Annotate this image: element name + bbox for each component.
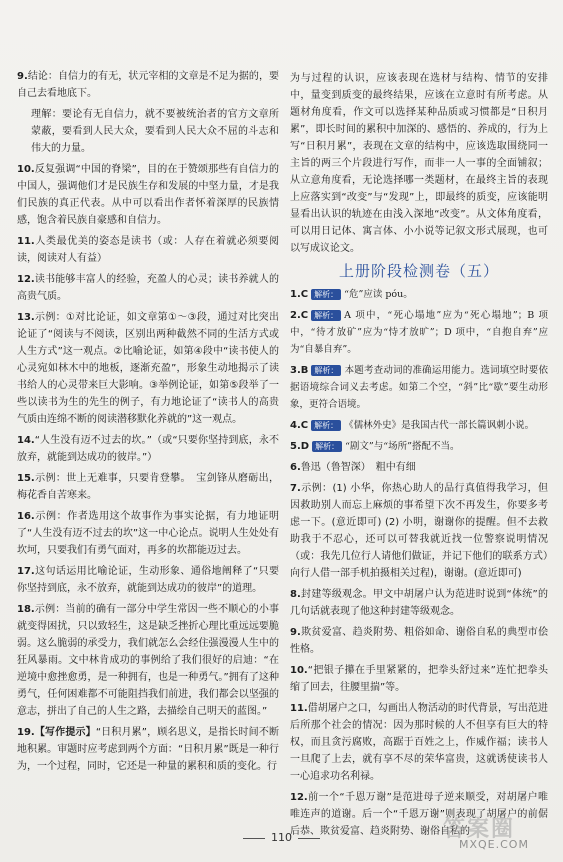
analysis-label: 解析： xyxy=(312,441,342,452)
answer-19-continued: 为与过程的认识，应该表现在选材与结构、情节的安排中，量变到质变的最终结果，应该在立意时有所考虑。从题材角度看，作文可以选择某种品质或习惯都是“日积月累”，即长时间的累积中加深的、感悟的、养成的，行为上写“日积月累”，表现在文章的结构中，应该选取围绕同一主旨的两三个片段进行写作，而非一人一事的全面铺叙；从立意角度看，无论选择哪一类题材，在最终主旨的表现上应落实到“改变”与“发现”上，即最终的质变，应该能明显看出认识的轨迹在由浅入深地“改变”。从文体角度看，可以用日记体、寓言体、小小说等记叙文形式展现，也可以写成议论文。 xyxy=(290,73,548,254)
answer-16: 16.示例：作者选用这个故事作为事实论据，有力地证明了“人生没有迈不过去的坎”这一中心论点。说明人生处处有坎坷，只要我们有勇气面对，再多的坎都能迈过去。 xyxy=(17,511,279,556)
analysis-label: 解析： xyxy=(311,365,341,376)
answer-18: 18.示例：当前的确有一部分中学生常因一些不顺心的小事就变得困扰，只以致轻生，这是缺乏挫折心理比重远远要脆弱。这么脆弱的承受力，我们就怎么会经住强漫漫人生中的狂风暴雨。文中林肯成功的事例给了我们很好的启迪：“在逆境中愈挫愈勇，是一种拥有，也是一种勇气。”拥有了这种勇气，任何困难都不可能阻挡我们前进，我们都会以坚强的意志，拼出了自己的人生之路，去描绘自己明天的蓝图。” xyxy=(17,604,279,717)
answer-19: 19.【写作提示】“日积月累”，顾名思义，是指长时间不断地积累。审题时应考虑到两个方面：“日积月累”既是一种行为，一个过程，同时，它还是一种量的累积和质的变化。行 xyxy=(17,727,279,772)
test-answer-3: 3.B 解析： 本题考查动词的准确运用能力。选词填空时要依据语境综合词义去考虑。如第二个空，“斜”比“歇”要生动形象，更符合语境。 xyxy=(290,365,548,410)
analysis-label: 解析： xyxy=(311,310,341,321)
test-answer-4: 4.C 解析： 《儒林外史》是我国古代一部长篇讽刺小说。 xyxy=(290,420,535,431)
section-title: 上册阶段检测卷（五） xyxy=(338,262,499,280)
test-answer-5: 5.D 解析： “剧文”与“场所”搭配不当。 xyxy=(290,441,460,452)
left-column xyxy=(17,68,279,779)
analysis-label: 解析： xyxy=(311,420,341,431)
writing-tip-tag: 【写作提示】 xyxy=(34,727,96,738)
test-answer-1: 1.C 解析： “危”应读 póu。 xyxy=(290,289,413,300)
test-answer-7: 7.示例：(1) 小华，你热心助人的品行真值得我学习，但因救助别人而忘上麻烦的事希望下次不再发生，你要多考虑一下。(意近即可) (2) 小明，谢谢你的提醒。但不去救助我于不忍心，还可以可替我就近找一位警察说明情况（或：我先几位行人请他们做证，并记下他们的联系方式）向行人借一部手机拍摄相关过程)，谢谢。(意近即可) xyxy=(290,483,548,579)
answer-13: 13.示例：①对比论证，如文章第①～③段，通过对比突出论证了“阅读与不阅读，区别出两种截然不同的生活方式或人生方式”这一观点。②比喻论证，如第④段中“读书使人的心灵宛如林木中的地板，逐渐充盈”，形象生动地揭示了读书给人的心灵带来巨大影响。③举例论证，如第⑤段举了一些以读书为生的先生的例子，有力地论证了“读书人的高贵气质由连绵不断的阅读潜移默化养就的”这一观点。 xyxy=(17,312,279,425)
page-number: 110 xyxy=(0,831,563,844)
test-answer-8: 8.封建等级观念。甲文中胡屠户认为范进时说到“体统”的几句话就表现了他这种封建等级观念。 xyxy=(290,589,548,617)
test-answer-6: 6.鲁迅（鲁智深） 粗中有细 xyxy=(290,462,416,473)
answer-11: 11.人类最优美的姿态是读书（或：人存在着就必须要阅读，阅读对人有益） xyxy=(17,236,279,264)
watermark-url: MXQE.COM xyxy=(459,838,529,851)
test-answer-2: 2.C 解析： A 项中，“死心塌地”应为“死心塌地”；B 项中，“待才放矿”应为“恃才放旷”；D 项中，“自抱自弃”应为“自暴自弃”。 xyxy=(290,310,548,355)
answer-10: 10.反复强调“中国的脊梁”，目的在于赞颂那些有自信力的中国人，强调他们才是民族生存和发展的中坚力量，才是我们民族的真正代表。从中可以看出作者怀着深厚的民族情感，饱含着民族自豪感和自信力。 xyxy=(17,164,279,226)
answer-9-understanding: 理解：要论有无自信力，就不要被统治者的官方文章所蒙蔽，要看到人民大众，要看到人民大众不屈的斗志和伟大的力量。 xyxy=(31,109,279,154)
watermark-logo xyxy=(435,812,555,856)
page-number-dash-left xyxy=(243,838,265,839)
analysis-label: 解析： xyxy=(311,289,341,300)
answer-14: 14.“人生没有迈不过去的坎。”（或“只要你坚持到底，永不放弃，就能到达成功的彼岸。”） xyxy=(17,435,279,463)
answer-17: 17.这句话运用比喻论证，生动形象、通俗地阐释了“只要你坚持到底，永不放弃，就能到达成功的彼岸”的道理。 xyxy=(17,566,279,594)
answer-12: 12.读书能够丰富人的经验，充盈人的心灵；读书养就人的高贵气质。 xyxy=(17,274,279,302)
watermark-text: 答案圈 xyxy=(443,817,516,842)
test-answer-9: 9.欺贫爱富、趋炎附势、粗俗如命、谢俗自私的典型市侩性格。 xyxy=(290,627,548,655)
test-answer-12: 12.前一个“千恩万谢”是范进母子逆来顺受，对胡屠户唯唯连声的道谢。后一个“千恩万谢”则表现了胡屠户的前倨后恭、欺贫爱富、趋炎附势、谢俗自私的 xyxy=(290,792,548,837)
test-answer-11: 11.借胡屠户之口，勾画出人物活动的时代背景，写出范进后所那个社会的情况：因为那时候的人不但享有巨大的特权，而且贪污腐败，高踞于百姓之上，作威作福；读书人一旦爬了上去，就有享不尽的荣华富贵，这就诱使读书人一心追求功名利禄。 xyxy=(290,703,548,782)
answer-9: 9.结论：自信力的有无，状元宰相的文章是不足为据的，要自己去看地底下。 xyxy=(17,71,279,99)
test-answer-10: 10.“把银子攥在手里紧紧的，把拳头舒过来”连忙把拳头缩了回去，往腰里揣”等。 xyxy=(290,665,548,693)
answer-15: 15.示例：世上无难事，只要肯登攀。 宝剑锋从磨砺出，梅花香自苦寒来。 xyxy=(17,473,279,501)
page-number-dash-right xyxy=(298,838,320,839)
right-column xyxy=(290,70,548,844)
